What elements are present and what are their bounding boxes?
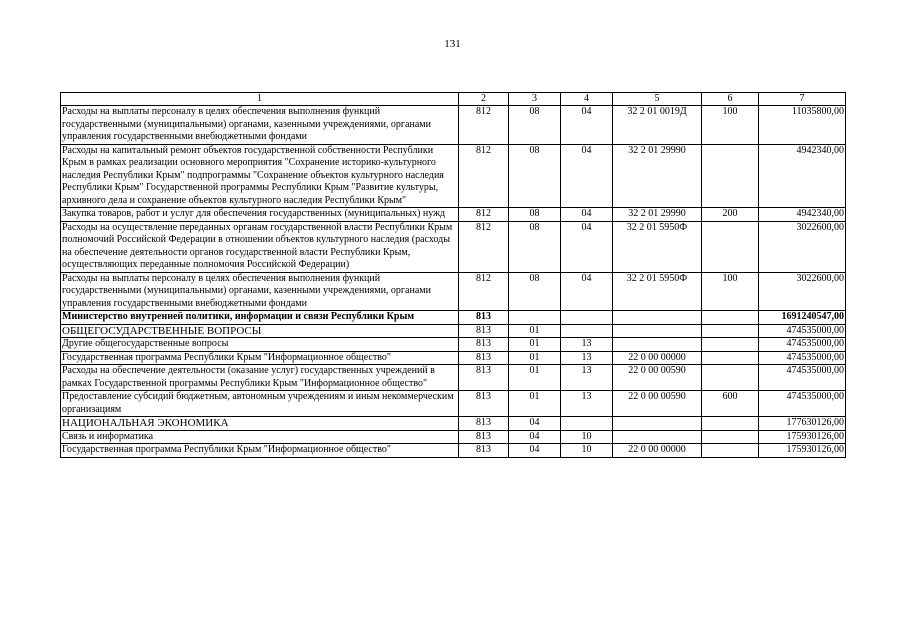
cell-amount: 175930126,00 [759,430,846,444]
table-row [61,221,846,272]
cell-expense-type [702,221,759,272]
cell-ministry-code: 813 [459,444,509,458]
cell-target-article: 22 0 00 00000 [613,351,702,365]
cell-target-article [613,324,702,338]
cell-section: 08 [509,272,561,311]
column-header-5: 5 [613,93,702,106]
cell-subsection [561,417,613,431]
cell-name: НАЦИОНАЛЬНАЯ ЭКОНОМИКА [61,417,459,431]
table-row [61,391,846,417]
cell-expense-type: 200 [702,208,759,222]
cell-name: ОБЩЕГОСУДАРСТВЕННЫЕ ВОПРОСЫ [61,324,459,338]
cell-target-article: 32 2 01 29990 [613,144,702,208]
cell-expense-type [702,144,759,208]
cell-amount: 474535000,00 [759,338,846,352]
cell-section: 04 [509,417,561,431]
cell-expense-type [702,351,759,365]
cell-subsection: 04 [561,144,613,208]
cell-section: 04 [509,444,561,458]
cell-ministry-code: 813 [459,391,509,417]
cell-expense-type [702,365,759,391]
cell-target-article: 22 0 00 00000 [613,444,702,458]
cell-section: 01 [509,324,561,338]
cell-ministry-code: 813 [459,338,509,352]
column-header-2: 2 [459,93,509,106]
cell-ministry-code: 813 [459,430,509,444]
cell-expense-type [702,338,759,352]
cell-name: Предоставление субсидий бюджетным, автономным учреждениям и иным некоммерческим организациям [61,391,459,417]
cell-name: Расходы на капитальный ремонт объектов государственной собственности Республики Крым в рамках реализации основного мероприятия "Сохранение историко-культурного наследия Республики Крым" подпрограммы "Сохранение объектов культурного наследия Республики Крым" Государственной программы Республики Крым "Развитие культуры, архивного дела и сохранение объектов культурного наследия Республики Крым" [61,144,459,208]
cell-amount: 474535000,00 [759,324,846,338]
cell-name: Государственная программа Республики Крым "Информационное общество" [61,351,459,365]
cell-subsection: 10 [561,430,613,444]
table-body [61,106,846,458]
cell-ministry-code: 813 [459,365,509,391]
cell-name: Закупка товаров, работ и услуг для обеспечения государственных (муниципальных) нужд [61,208,459,222]
cell-target-article [613,338,702,352]
cell-amount: 177630126,00 [759,417,846,431]
table-row [61,324,846,338]
column-header-3: 3 [509,93,561,106]
cell-section: 08 [509,208,561,222]
cell-expense-type [702,324,759,338]
cell-amount: 3022600,00 [759,221,846,272]
cell-subsection: 13 [561,391,613,417]
cell-amount: 3022600,00 [759,272,846,311]
cell-name: Связь и информатика [61,430,459,444]
table-row [61,311,846,325]
cell-section: 08 [509,144,561,208]
cell-name: Расходы на выплаты персоналу в целях обеспечения выполнения функций государственными (муниципальными) органами, казенными учреждениями, органами управления государственными внебюджетными фондами [61,106,459,145]
cell-expense-type [702,417,759,431]
cell-amount: 4942340,00 [759,208,846,222]
cell-ministry-code: 812 [459,106,509,145]
table-row [61,430,846,444]
table-row [61,351,846,365]
cell-subsection [561,311,613,325]
cell-ministry-code: 813 [459,324,509,338]
cell-amount: 175930126,00 [759,444,846,458]
budget-table [60,92,846,458]
cell-ministry-code: 812 [459,208,509,222]
cell-expense-type: 600 [702,391,759,417]
header-row [61,93,846,106]
cell-subsection: 10 [561,444,613,458]
cell-expense-type [702,430,759,444]
cell-target-article: 32 2 01 0019Д [613,106,702,145]
cell-subsection: 13 [561,351,613,365]
cell-name: Другие общегосударственные вопросы [61,338,459,352]
cell-subsection: 04 [561,106,613,145]
cell-section: 01 [509,338,561,352]
cell-name: Министерство внутренней политики, информации и связи Республики Крым [61,311,459,325]
cell-amount: 474535000,00 [759,365,846,391]
table-row [61,338,846,352]
column-header-4: 4 [561,93,613,106]
cell-subsection [561,324,613,338]
cell-target-article [613,417,702,431]
cell-target-article: 22 0 00 00590 [613,365,702,391]
cell-ministry-code: 812 [459,221,509,272]
cell-name: Расходы на обеспечение деятельности (оказание услуг) государственных учреждений в рамках Государственной программы Республики Крым "Информационное общество" [61,365,459,391]
cell-section: 01 [509,391,561,417]
cell-name: Расходы на выплаты персоналу в целях обеспечения выполнения функций государственными (муниципальными) органами, казенными учреждениями, органами управления государственными внебюджетными фондами [61,272,459,311]
cell-amount: 1691240547,00 [759,311,846,325]
column-header-7: 7 [759,93,846,106]
cell-amount: 11035800,00 [759,106,846,145]
cell-expense-type [702,444,759,458]
cell-target-article: 32 2 01 5950Ф [613,272,702,311]
cell-target-article [613,430,702,444]
table-row [61,208,846,222]
cell-ministry-code: 813 [459,311,509,325]
cell-ministry-code: 812 [459,272,509,311]
table-row [61,272,846,311]
column-header-6: 6 [702,93,759,106]
page-number: 131 [444,38,461,50]
cell-subsection: 13 [561,365,613,391]
cell-amount: 474535000,00 [759,351,846,365]
table-row [61,417,846,431]
cell-section: 01 [509,351,561,365]
cell-amount: 474535000,00 [759,391,846,417]
cell-section: 04 [509,430,561,444]
cell-ministry-code: 813 [459,351,509,365]
cell-amount: 4942340,00 [759,144,846,208]
cell-section: 08 [509,221,561,272]
table-row [61,144,846,208]
cell-expense-type: 100 [702,106,759,145]
cell-ministry-code: 812 [459,144,509,208]
cell-section: 01 [509,365,561,391]
cell-subsection: 04 [561,221,613,272]
cell-target-article: 32 2 01 29990 [613,208,702,222]
table-row [61,106,846,145]
cell-target-article [613,311,702,325]
column-header-1: 1 [61,93,459,106]
cell-name: Расходы на осуществление переданных органам государственной власти Республики Крым полномочий Российской Федерации в отношении объектов культурного наследия (расходы на обеспечение деятельности органов государственной власти Республики Крым, осуществляющих переданные полномочия Российской Федерации) [61,221,459,272]
cell-subsection: 13 [561,338,613,352]
table-row [61,365,846,391]
cell-subsection: 04 [561,272,613,311]
cell-subsection: 04 [561,208,613,222]
cell-name: Государственная программа Республики Крым "Информационное общество" [61,444,459,458]
cell-section [509,311,561,325]
table-row [61,444,846,458]
cell-expense-type: 100 [702,272,759,311]
cell-ministry-code: 813 [459,417,509,431]
cell-section: 08 [509,106,561,145]
cell-target-article: 22 0 00 00590 [613,391,702,417]
cell-target-article: 32 2 01 5950Ф [613,221,702,272]
cell-expense-type [702,311,759,325]
